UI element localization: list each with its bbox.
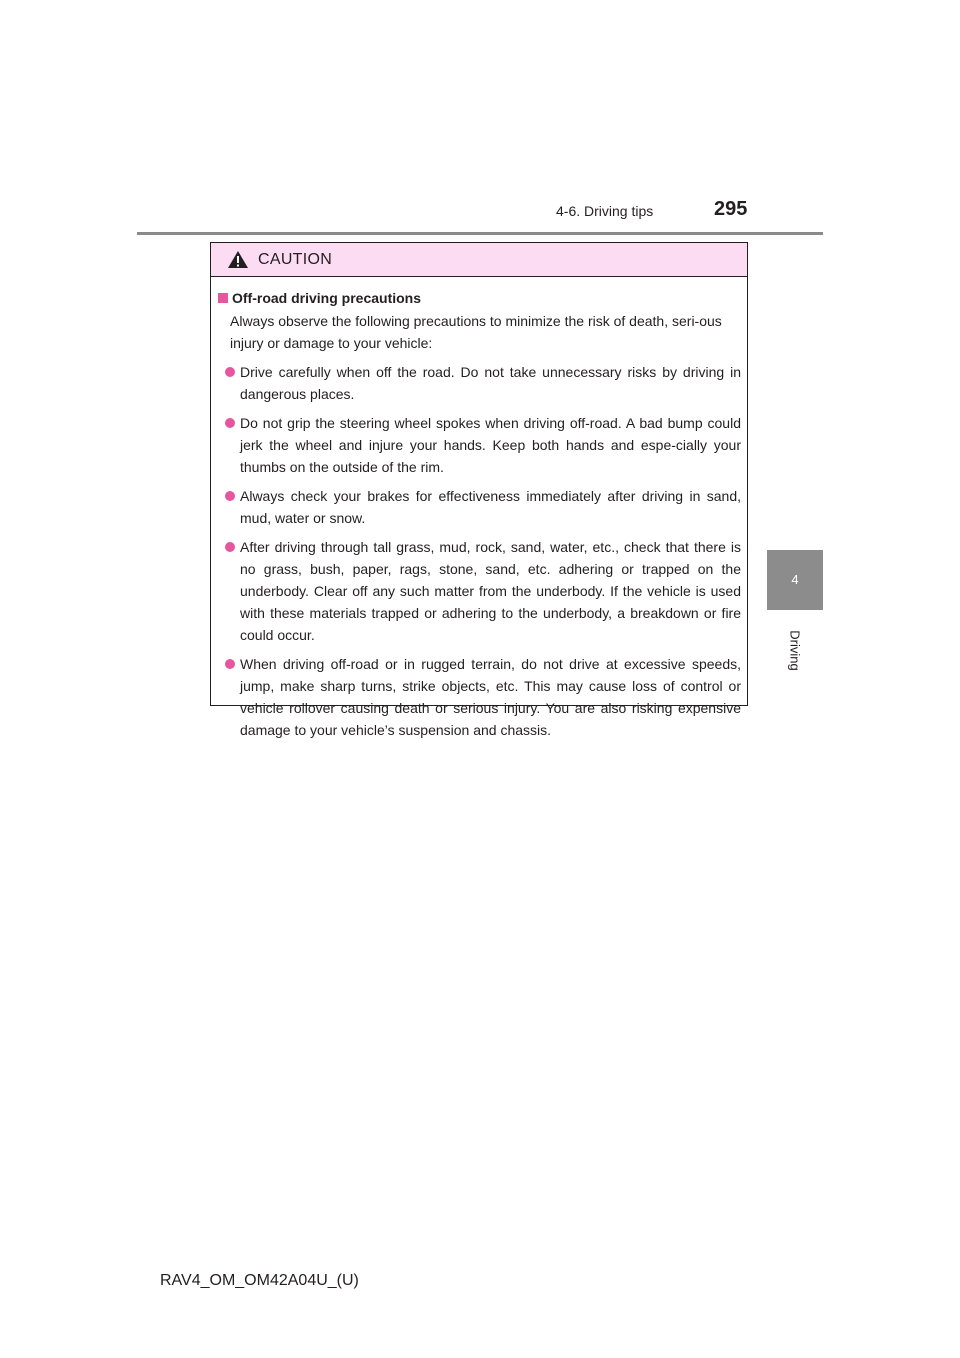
document-code: RAV4_OM_OM42A04U_(U) [160, 1272, 359, 1289]
circle-bullet-icon [225, 542, 237, 552]
caution-heading-row [218, 287, 741, 309]
caution-body [211, 277, 747, 741]
circle-bullet-icon [225, 418, 237, 428]
caution-intro: Always observe the following precautions to minimize the risk of death, seri-ous injury or damage to your vehicle: [230, 313, 722, 351]
chapter-label [767, 620, 823, 680]
section-title: 4-6. Driving tips [556, 203, 654, 219]
list-item-text: Do not grip the steering wheel spokes when driving off-road. A bad bump could jerk the wheel and injure your hands. Keep both hands and espe-cially your thumbs on the outside of the rim. [240, 415, 741, 475]
list-item [218, 412, 741, 478]
chapter-tab: 4 [767, 550, 823, 610]
chapter-label-text: Driving [787, 629, 803, 671]
circle-bullet-icon [225, 367, 237, 377]
caution-box [210, 242, 748, 738]
circle-bullet-icon [225, 659, 237, 669]
page-number: 295 [714, 198, 748, 220]
square-bullet-icon [218, 293, 228, 303]
list-item-text: After driving through tall grass, mud, rock, sand, water, etc., check that there is no grass, bush, paper, rags, stone, sand, etc. adhering or trapped on the underbody. Clear off any such matter from the underbody. If the vehicle is used with these materials trapped or adhering to the underbody, a breakdown or fire could occur. [240, 539, 741, 643]
circle-bullet-icon [225, 491, 237, 501]
list-item-text: Drive carefully when off the road. Do not take unnecessary risks by driving in dangerous places. [240, 364, 741, 402]
caution-heading: Off-road driving precautions [232, 290, 422, 306]
caution-header [211, 243, 747, 277]
list-item [218, 361, 741, 405]
warning-triangle-icon [227, 250, 249, 269]
list-item-text: Always check your brakes for effectiveness immediately after driving in sand, mud, water or snow. [240, 488, 741, 526]
list-item [218, 485, 741, 529]
header-divider [137, 232, 823, 235]
caution-title: CAUTION [258, 250, 333, 268]
list-item-text: When driving off-road or in rugged terrain, do not drive at excessive speeds, jump, make sharp turns, strike objects, etc. This may cause loss of control or vehicle rollover causing death or serious injury. You are also risking expensive damage to your vehicle’s suspension and chassis. [240, 656, 741, 738]
list-item [218, 653, 741, 741]
list-item [218, 536, 741, 646]
